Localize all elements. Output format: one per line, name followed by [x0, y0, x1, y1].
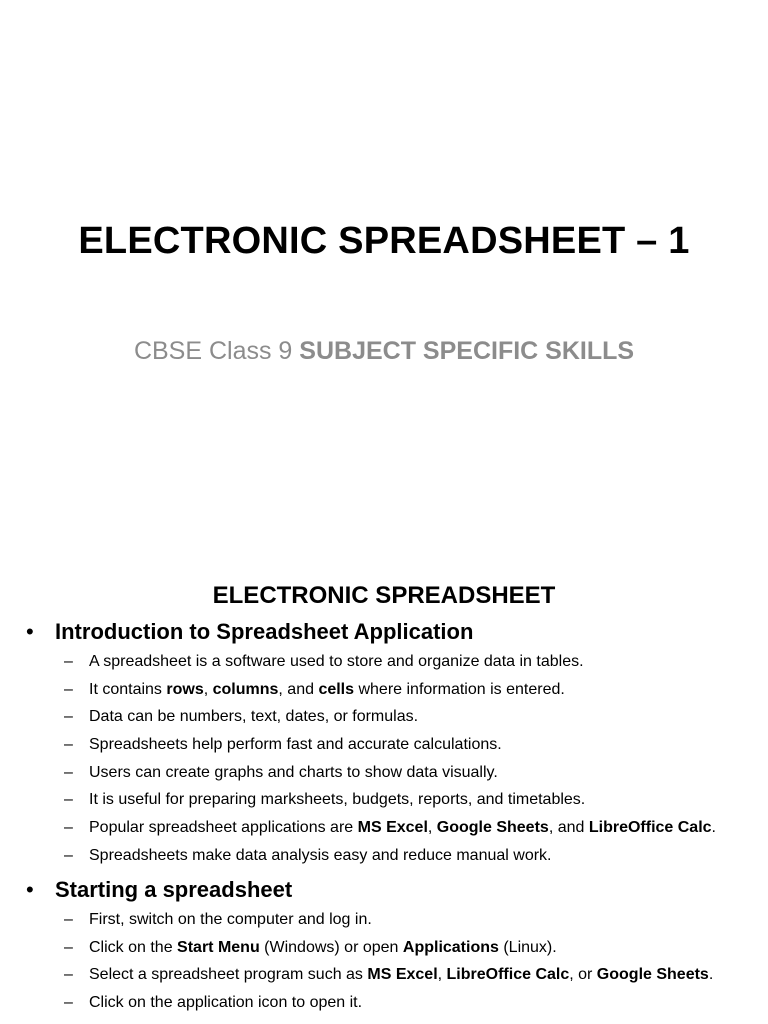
list-item-text [89, 814, 716, 842]
subtitle-plain: CBSE Class 9 [133, 337, 300, 365]
list-item-text [89, 906, 372, 934]
list-item [0, 842, 768, 870]
dash-bullet-icon: – [64, 680, 73, 698]
list-item-text [89, 648, 584, 676]
list-item [0, 906, 768, 934]
dash-bullet-icon: – [64, 966, 73, 984]
bold-term: Google Sheets [436, 819, 549, 837]
bullet-heading-row [0, 616, 768, 648]
bullet-dot-icon: • [26, 619, 34, 644]
bold-term: MS Excel [367, 966, 438, 984]
subtitle-bold: SUBJECT SPECIFIC SKILLS [299, 337, 635, 365]
text-segment: Users can create graphs and charts to show data visually. [89, 763, 498, 781]
text-segment: (Linux). [498, 938, 557, 956]
bold-term: LibreOffice Calc [446, 966, 570, 984]
section-introduction [0, 616, 768, 870]
text-segment: Data can be numbers, text, dates, or formulas. [89, 708, 419, 726]
bullet-heading: Starting a spreadsheet [55, 877, 293, 902]
text-segment: , or [569, 966, 597, 984]
list-item [0, 786, 768, 814]
text-segment: First, switch on the computer and log in. [89, 911, 372, 928]
list-item [0, 934, 768, 962]
text-segment: Spreadsheets make data analysis easy and reduce manual work. [89, 846, 552, 864]
list-item-text [89, 961, 713, 989]
list-item [0, 814, 768, 842]
list-item-text [89, 731, 502, 759]
bold-term: LibreOffice Calc [588, 819, 712, 837]
list-item [0, 703, 768, 731]
dash-bullet-icon: – [64, 736, 73, 754]
content-slide-title: ELECTRONIC SPREADSHEET [212, 582, 556, 609]
list-item-text [89, 676, 565, 704]
bold-term: cells [318, 680, 355, 698]
dash-bullet-icon: – [64, 791, 73, 809]
dash-bullet-icon: – [64, 846, 73, 864]
list-item [0, 648, 768, 676]
text-segment: Select a spreadsheet program such as [89, 966, 368, 984]
list-item-text [89, 759, 498, 787]
dash-bullet-icon: – [64, 819, 73, 837]
bold-term: MS Excel [357, 819, 428, 837]
list-item-text [89, 934, 557, 962]
bold-term: Google Sheets [596, 966, 709, 984]
text-segment: , and [548, 819, 589, 837]
dash-bullet-icon: – [64, 763, 73, 781]
slide-subtitle [0, 333, 768, 369]
bullet-dot-icon: • [26, 877, 34, 902]
list-item [0, 961, 768, 989]
text-segment: where information is entered. [354, 680, 565, 698]
content-slide [0, 570, 768, 1024]
text-segment: Spreadsheets help perform fast and accurate calculations. [89, 736, 502, 754]
list-item-text [89, 786, 585, 814]
text-segment: A spreadsheet is a software used to store and organize data in tables. [89, 653, 584, 670]
list-item [0, 759, 768, 787]
dash-bullet-icon: – [64, 653, 73, 670]
text-segment: , and [278, 680, 319, 698]
text-segment: It is useful for preparing marksheets, budgets, reports, and timetables. [89, 791, 586, 809]
bullet-heading: Introduction to Spreadsheet Application [55, 619, 474, 644]
list-item [0, 731, 768, 759]
text-segment: , [203, 680, 213, 698]
text-segment: It contains [89, 680, 167, 698]
list-item [0, 676, 768, 704]
bold-term: rows [166, 680, 204, 698]
text-segment: (Windows) or open [259, 938, 403, 956]
bold-term: Start Menu [177, 938, 260, 956]
list-item-text [89, 842, 551, 870]
text-segment: , [437, 966, 447, 984]
bold-term: Applications [402, 938, 499, 956]
text-segment: Click on the application icon to open it. [89, 994, 363, 1012]
text-segment: . [708, 966, 714, 984]
text-segment: Popular spreadsheet applications are [89, 819, 358, 837]
dash-bullet-icon: – [64, 994, 73, 1012]
text-segment: Click on the [89, 938, 178, 956]
dash-bullet-icon: – [64, 938, 73, 956]
bold-term: columns [212, 680, 279, 698]
text-segment: . [711, 819, 716, 837]
bullet-heading-row [0, 874, 768, 906]
section-starting [0, 874, 768, 1017]
slide-title: ELECTRONIC SPREADSHEET – 1 [78, 220, 690, 262]
dash-bullet-icon: – [64, 708, 73, 726]
text-segment: , [427, 819, 437, 837]
list-item [0, 989, 768, 1017]
list-item-text [89, 703, 418, 731]
dash-bullet-icon: – [64, 911, 73, 928]
list-item-text [89, 989, 362, 1017]
